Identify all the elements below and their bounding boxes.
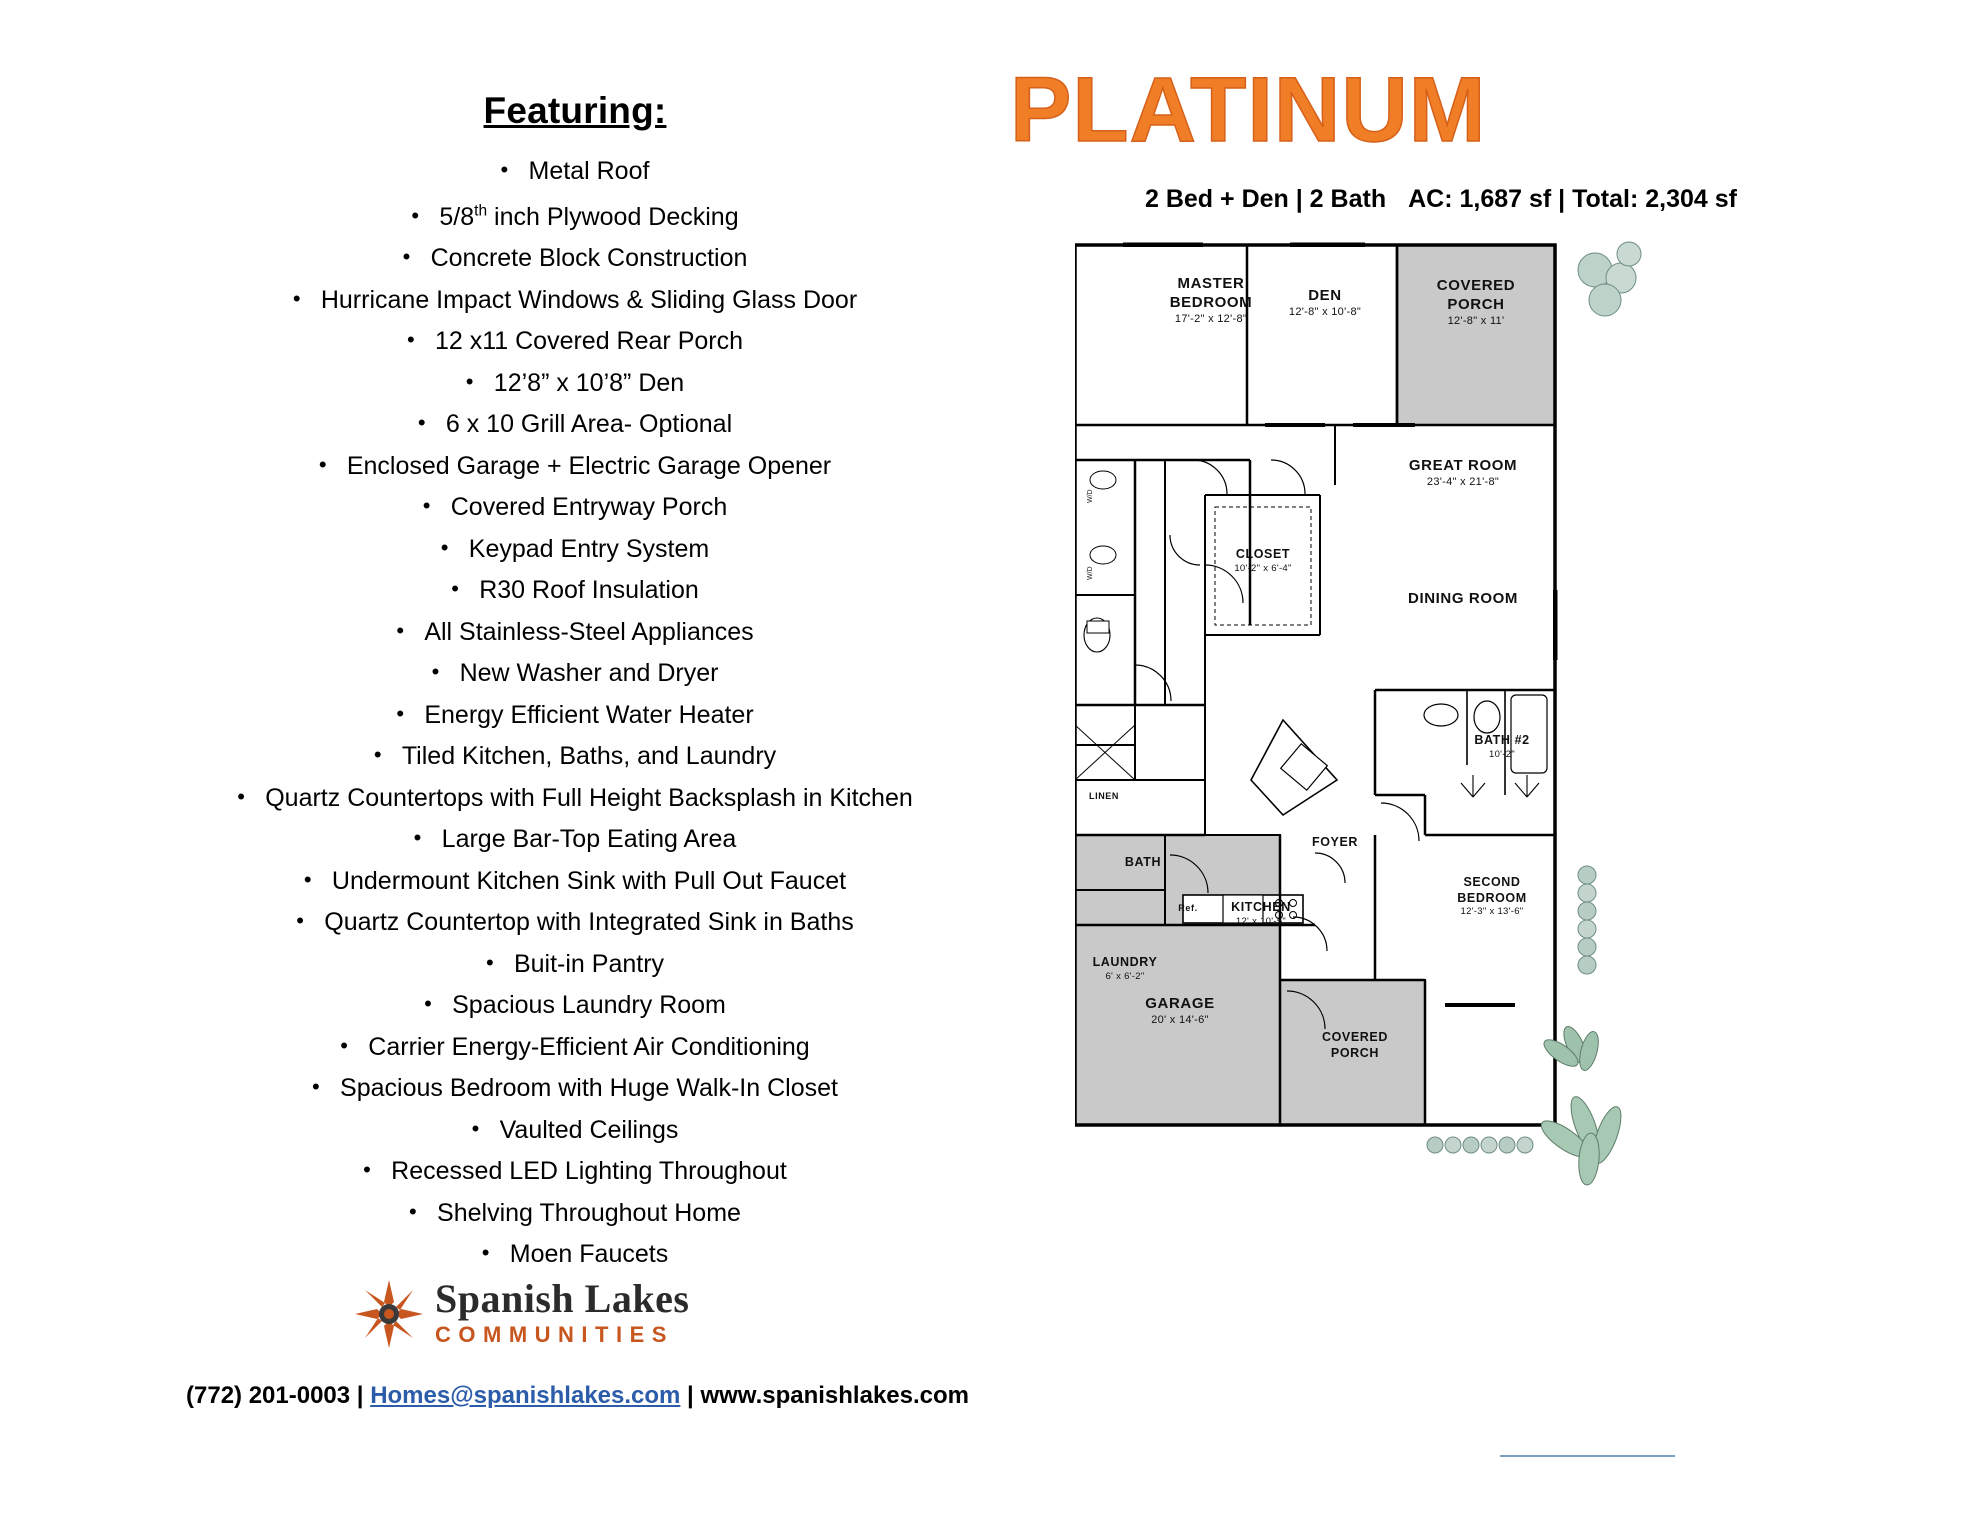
bullet-icon: • [406, 327, 415, 353]
room-label-covered-porch-rear: COVERED PORCH 12'-8" x 11' [1436, 277, 1516, 327]
list-item: • Keypad Entry System [150, 528, 1000, 570]
company-logo [355, 1278, 785, 1350]
logo-name: Spanish Lakes [435, 1276, 690, 1321]
ordinal-suffix: th [474, 202, 488, 220]
bullet-icon: • [500, 157, 509, 182]
bullet-icon: • [292, 285, 301, 311]
bed-bath-summary: 2 Bed + Den | 2 Bath [1145, 185, 1387, 213]
logo-text [435, 1278, 689, 1348]
bullet-icon: • [485, 949, 494, 975]
contact-line [186, 1382, 969, 1410]
floor-plan [1075, 235, 1875, 1325]
list-item: • Quartz Countertops with Full Height Backsplash in Kitchen [150, 777, 1000, 819]
list-item: • 6 x 10 Grill Area- Optional [150, 403, 1000, 445]
list-item: • Concrete Block Construction [150, 237, 1000, 279]
room-label-bath-2: BATH #2 10'-2" [1474, 733, 1530, 760]
area-summary: AC: 1,687 sf | Total: 2,304 sf [1408, 185, 1737, 213]
website-text: www.spanishlakes.com [700, 1382, 969, 1409]
phone-number: (772) 201-0003 [186, 1382, 351, 1409]
bullet-icon: • [417, 410, 426, 436]
list-item: • All Stainless-Steel Appliances [150, 611, 1000, 653]
bullet-icon: • [396, 700, 405, 726]
bullet-icon: • [318, 451, 327, 477]
list-item: • Enclosed Garage + Electric Garage Opener [150, 445, 1000, 487]
list-item: • Hurricane Impact Windows & Sliding Glass Door [150, 279, 1000, 321]
bullet-icon: • [451, 576, 459, 602]
sep-2: | [680, 1382, 701, 1409]
sun-compass-icon [355, 1280, 423, 1348]
bullet-icon: • [471, 1115, 480, 1141]
featuring-panel [150, 90, 1000, 1275]
bullet-icon: • [237, 783, 245, 809]
email-link[interactable]: Homes@spanishlakes.com [370, 1382, 681, 1409]
bullet-icon: • [413, 825, 422, 851]
room-label-laundry: LAUNDRY 6' x 6'-2" [1092, 955, 1158, 982]
room-label-second-bedroom: SECOND BEDROOM 12'-3" x 13'-6" [1457, 875, 1527, 918]
list-item: • Quartz Countertop with Integrated Sink in Baths [150, 901, 1000, 943]
list-item: • Metal Roof [150, 150, 1000, 192]
bullet-icon: • [422, 493, 431, 519]
list-item: • Undermount Kitchen Sink with Pull Out Faucet [150, 860, 1000, 902]
list-item: • 12 x11 Covered Rear Porch [150, 320, 1000, 362]
list-item: • Moen Faucets [150, 1233, 1000, 1275]
room-label-foyer: FOYER [1311, 835, 1359, 849]
bullet-icon: • [303, 866, 312, 892]
room-label-master-bedroom: MASTER BEDROOM 17'-2" x 12'-8" [1169, 275, 1253, 325]
list-item [150, 192, 1000, 238]
footer-rule [1500, 1455, 1675, 1457]
list-item: • Spacious Laundry Room [150, 984, 1000, 1026]
list-item: • Tiled Kitchen, Baths, and Laundry [150, 735, 1000, 777]
list-item: • Vaulted Ceilings [150, 1109, 1000, 1151]
list-item: • Spacious Bedroom with Huge Walk-In Closet [150, 1067, 1000, 1109]
room-label-garage: GARAGE 20' x 14'-6" [1145, 995, 1215, 1026]
bullet-icon: • [363, 1157, 371, 1183]
logo-tagline: COMMUNITIES [435, 1322, 674, 1347]
bullet-icon: • [411, 202, 420, 228]
room-label-closet: CLOSET 10'-2" x 6'-4" [1234, 547, 1292, 574]
room-label-great-room: GREAT ROOM 23'-4" x 21'-8" [1408, 457, 1518, 488]
bullet-icon: • [409, 1198, 417, 1224]
list-item: • Buit-in Pantry [150, 943, 1000, 985]
bullet-icon: • [440, 534, 449, 560]
list-item: • Large Bar-Top Eating Area [150, 818, 1000, 860]
bullet-icon: • [402, 244, 411, 270]
room-label-kitchen: KITCHEN 12' x 10'-5" [1231, 900, 1291, 927]
list-item: • Energy Efficient Water Heater [150, 694, 1000, 736]
feature-list [150, 150, 1000, 1275]
fixture-label-wd-1: W/D [1087, 489, 1094, 503]
bullet-icon: • [312, 1074, 320, 1100]
list-item: • Shelving Throughout Home [150, 1192, 1000, 1234]
list-item: • R30 Roof Insulation [150, 569, 1000, 611]
list-item: • Recessed LED Lighting Throughout [150, 1150, 1000, 1192]
plywood-text: 5/8th inch Plywood Decking [439, 202, 739, 231]
room-label-bath: BATH [1124, 855, 1162, 869]
sep-1: | [350, 1382, 371, 1409]
bullet-icon: • [296, 908, 304, 934]
list-item: • Carrier Energy-Efficient Air Conditioning [150, 1026, 1000, 1068]
room-label-covered-porch-front: COVERED PORCH [1321, 1030, 1389, 1060]
room-label-den: DEN 12'-8" x 10'-8" [1288, 287, 1362, 318]
room-label-dining-room: DINING ROOM [1408, 590, 1518, 607]
plan-subtitle [1145, 185, 1737, 214]
bullet-icon: • [373, 742, 382, 768]
list-item: • Covered Entryway Porch [150, 486, 1000, 528]
bullet-icon: • [481, 1240, 490, 1266]
appliance-label-refrigerator: Ref. [1178, 903, 1198, 913]
bullet-icon: • [431, 659, 440, 685]
bullet-icon: • [465, 368, 474, 394]
list-item: • 12’8” x 10’8” Den [150, 362, 1000, 404]
fixture-label-wd-2: W/D [1087, 566, 1094, 580]
bullet-icon: • [396, 617, 405, 643]
page-title: PLATINUM [1010, 59, 1487, 161]
list-item: • New Washer and Dryer [150, 652, 1000, 694]
featuring-title: Featuring: [483, 90, 667, 131]
bullet-icon: • [340, 1032, 348, 1058]
room-label-linen: LINEN [1089, 791, 1119, 801]
bullet-icon: • [424, 991, 432, 1017]
floor-plan-drawing [1075, 235, 1875, 1325]
